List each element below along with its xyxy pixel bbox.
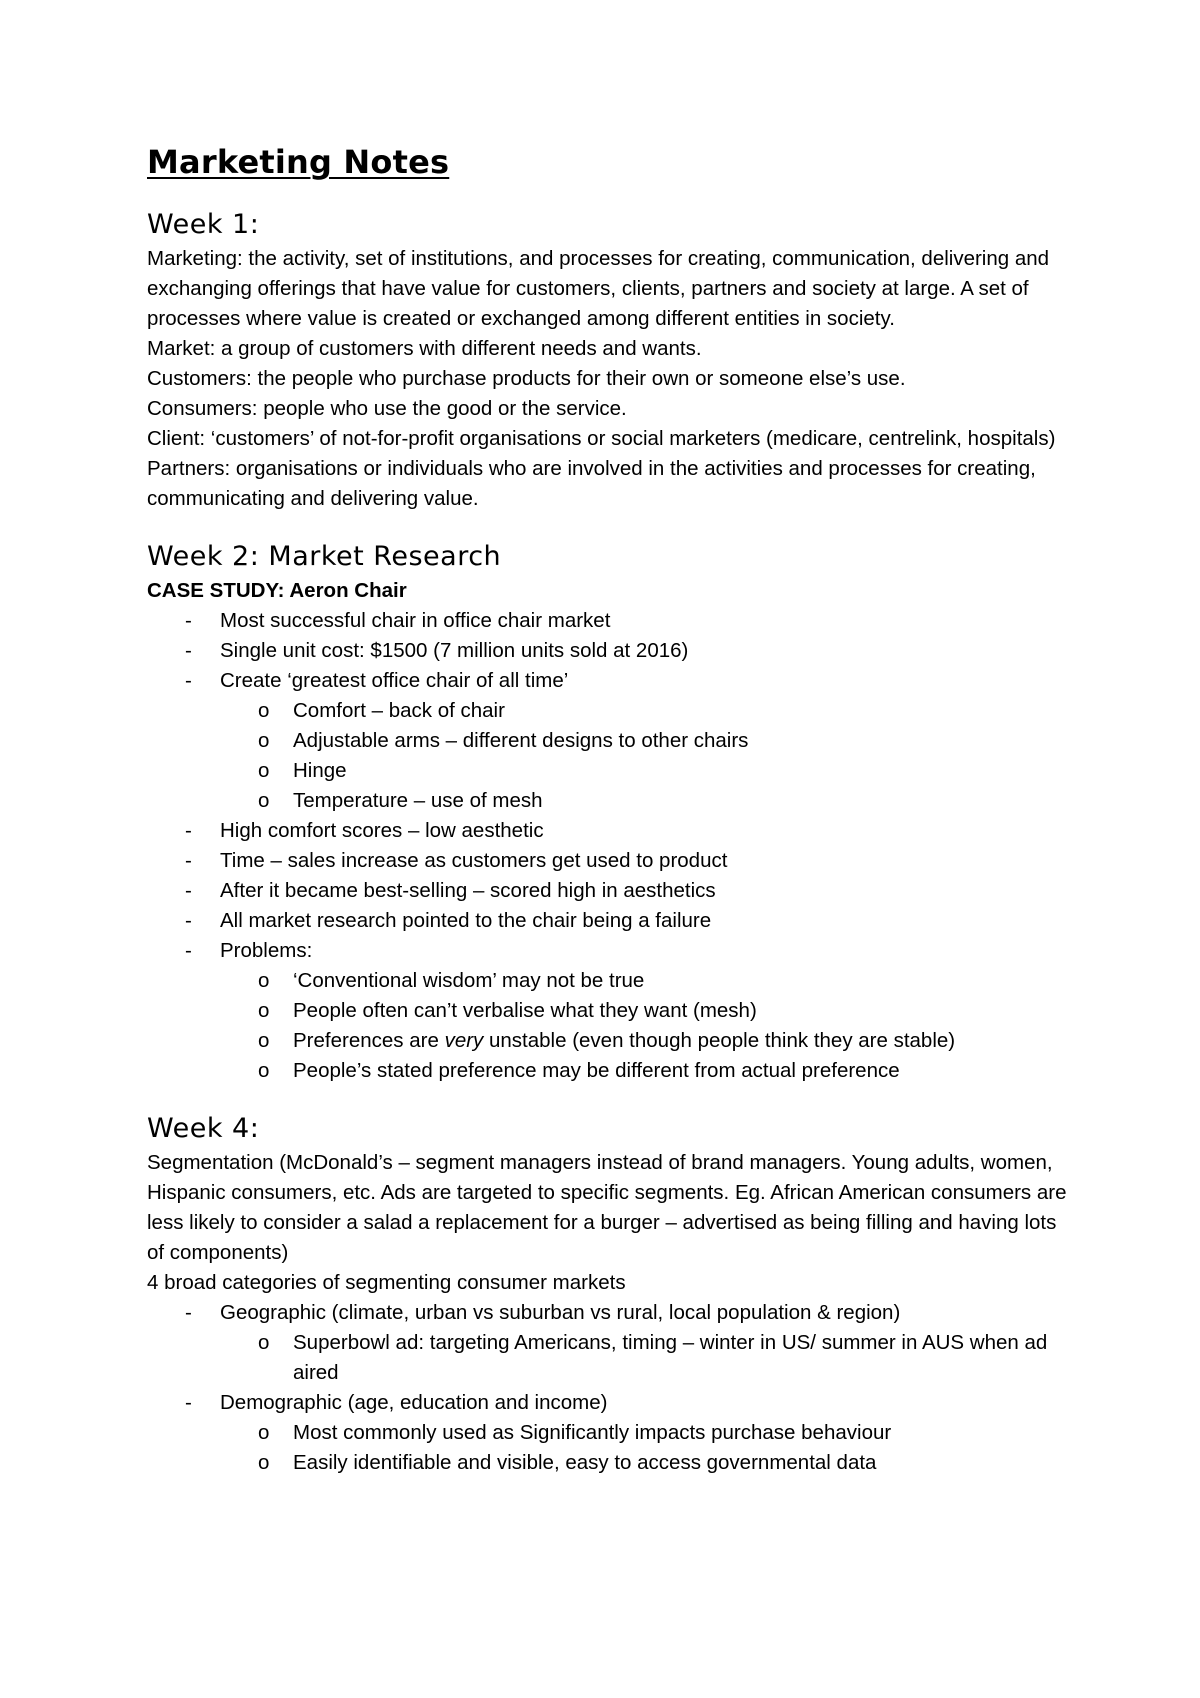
sublist-item (220, 966, 1067, 996)
segmentation-list (147, 1298, 1067, 1478)
section-spacer (147, 514, 1067, 538)
circle-bullet: o (258, 1029, 270, 1052)
list-item-text: After it became best-selling – scored high in aesthetics (220, 879, 716, 902)
sublist-item (220, 726, 1067, 756)
list-item (147, 666, 1067, 816)
definition-customers: Customers: the people who purchase products for their own or someone else’s use. (147, 367, 906, 390)
dash-bullet: - (185, 849, 192, 872)
sublist-item (220, 786, 1067, 816)
circle-bullet: o (258, 1059, 270, 1082)
list-item-text: All market research pointed to the chair being a failure (220, 909, 712, 932)
dash-bullet: - (185, 669, 192, 692)
sublist-item-text: ‘Conventional wisdom’ may not be true (293, 969, 645, 992)
dash-bullet: - (185, 1391, 192, 1414)
list-item-text: Time – sales increase as customers get used to product (220, 849, 728, 872)
definition-partners: Partners: organisations or individuals who are involved in the activities and processes for creating, communicating and delivering value. (147, 457, 1036, 510)
dash-bullet: - (185, 939, 192, 962)
circle-bullet: o (258, 729, 270, 752)
problems-sublist (147, 966, 1067, 1086)
definition-market: Market: a group of customers with different needs and wants. (147, 337, 702, 360)
categories-intro: 4 broad categories of segmenting consumer markets (147, 1271, 626, 1294)
document-title: Marketing Notes (147, 143, 450, 181)
preferences-prefix: Preferences are (293, 1029, 445, 1052)
list-item-text: Most successful chair in office chair market (220, 609, 611, 632)
week1-section (147, 206, 1067, 514)
dash-bullet: - (185, 1301, 192, 1324)
dash-bullet: - (185, 819, 192, 842)
chair-features-sublist (147, 696, 1067, 816)
dash-bullet: - (185, 639, 192, 662)
segmentation-paragraph: Segmentation (McDonald’s – segment managers instead of brand managers. Young adults, women, Hispanic consumers, etc. Ads are targeted to specific segments. Eg. African American consumers are less likely to consider a salad a replacement for a burger – advertised as being filling and having lots of components) (147, 1151, 1067, 1264)
sublist-item (220, 1056, 1067, 1086)
sublist-item (220, 1448, 1067, 1478)
circle-bullet: o (258, 999, 270, 1022)
list-item (147, 816, 1067, 846)
section-spacer (147, 1086, 1067, 1110)
sublist-item (220, 756, 1067, 786)
week4-heading: Week 4: (147, 1113, 260, 1144)
circle-bullet: o (258, 1331, 270, 1354)
case-study-label: CASE STUDY: Aeron Chair (147, 579, 407, 602)
list-item (147, 1388, 1067, 1478)
geographic-sublist (147, 1328, 1067, 1388)
definition-marketing: Marketing: the activity, set of institutions, and processes for creating, communication, delivering and exchanging offerings that have value for customers, clients, partners and society at large. A set of processes where value is created or exchanged among different entities in society. (147, 247, 1050, 330)
sublist-item-text: Temperature – use of mesh (293, 789, 543, 812)
sublist-item (220, 1418, 1067, 1448)
list-item-text: Single unit cost: $1500 (7 million units sold at 2016) (220, 639, 689, 662)
circle-bullet: o (258, 759, 270, 782)
week2-heading: Week 2: Market Research (147, 541, 502, 572)
list-item (147, 1298, 1067, 1388)
list-item (147, 936, 1067, 1086)
sublist-item-text: Most commonly used as Significantly impacts purchase behaviour (293, 1421, 892, 1444)
list-item (147, 876, 1067, 906)
sublist-item-text: People’s stated preference may be different from actual preference (293, 1059, 900, 1082)
list-item (147, 636, 1067, 666)
circle-bullet: o (258, 699, 270, 722)
week1-heading: Week 1: (147, 209, 260, 240)
sublist-item (220, 1026, 1067, 1056)
list-item (147, 846, 1067, 876)
week4-section (147, 1110, 1067, 1478)
dash-bullet: - (185, 879, 192, 902)
circle-bullet: o (258, 789, 270, 812)
week2-section (147, 538, 1067, 1086)
circle-bullet: o (258, 969, 270, 992)
list-item-text: Problems: (220, 939, 313, 962)
sublist-item-text: People often can’t verbalise what they want (mesh) (293, 999, 757, 1022)
list-item-text: Demographic (age, education and income) (220, 1391, 608, 1414)
demographic-sublist (147, 1418, 1067, 1478)
definition-consumers: Consumers: people who use the good or the service. (147, 397, 627, 420)
dash-bullet: - (185, 609, 192, 632)
preferences-emphasis: very (444, 1029, 484, 1052)
preferences-suffix: unstable (even though people think they are stable) (483, 1029, 956, 1052)
sublist-item-text: Superbowl ad: targeting Americans, timing – winter in US/ summer in AUS when ad aired (293, 1331, 1048, 1384)
dash-bullet: - (185, 909, 192, 932)
sublist-item-text: Comfort – back of chair (293, 699, 505, 722)
sublist-item (220, 996, 1067, 1026)
list-item-text: Create ‘greatest office chair of all time’ (220, 669, 569, 692)
aeron-list (147, 606, 1067, 1086)
list-item-text: High comfort scores – low aesthetic (220, 819, 544, 842)
sublist-item-text: Adjustable arms – different designs to other chairs (293, 729, 749, 752)
sublist-item-text: Hinge (293, 759, 347, 782)
definition-client: Client: ‘customers’ of not-for-profit organisations or social marketers (medicare, centrelink, hospitals) (147, 427, 1056, 450)
sublist-item (220, 1328, 1067, 1388)
list-item-text: Geographic (climate, urban vs suburban vs rural, local population & region) (220, 1301, 901, 1324)
sublist-item-text: Easily identifiable and visible, easy to access governmental data (293, 1451, 877, 1474)
document-page (147, 140, 1067, 1478)
circle-bullet: o (258, 1421, 270, 1444)
circle-bullet: o (258, 1451, 270, 1474)
preferences-item-text (293, 1029, 955, 1052)
sublist-item (220, 696, 1067, 726)
list-item (147, 906, 1067, 936)
list-item (147, 606, 1067, 636)
